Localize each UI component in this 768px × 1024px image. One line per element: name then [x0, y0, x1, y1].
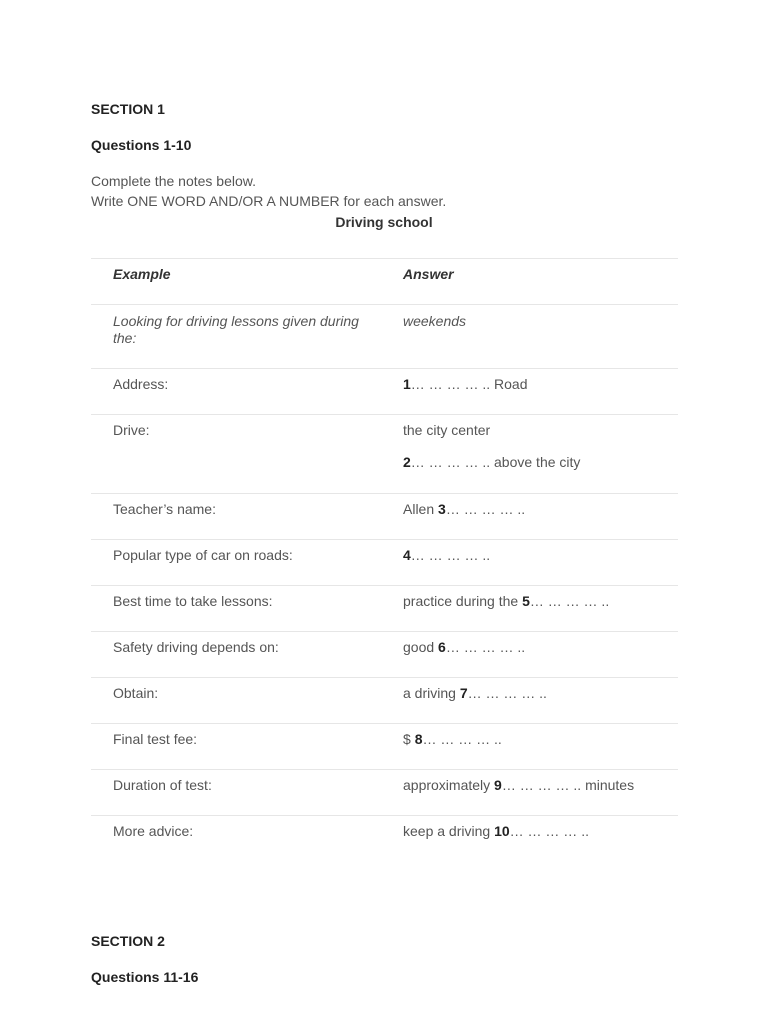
question-number-1: 1	[403, 376, 411, 392]
row-label-obtain: Obtain:	[113, 685, 159, 701]
answer-7: a driving 7… … … … ..	[403, 685, 547, 701]
answer-4: 4… … … … ..	[403, 547, 491, 563]
instruction-complete-notes: Complete the notes below.	[91, 173, 256, 189]
questions-1-10-heading: Questions 1-10	[91, 137, 192, 153]
notes-table	[91, 258, 678, 862]
row-label-drive: Drive:	[113, 422, 150, 438]
instruction-word-limit: Write ONE WORD AND/OR A NUMBER for each answer.	[91, 193, 447, 209]
table-header-row	[91, 259, 678, 305]
section-1-heading: SECTION 1	[91, 101, 165, 117]
answer-10: keep a driving 10… … … … ..	[403, 823, 589, 839]
question-number-6: 6	[438, 639, 446, 655]
table-row	[91, 724, 678, 770]
answer-6: good 6… … … … ..	[403, 639, 526, 655]
row-label-address: Address:	[113, 376, 169, 392]
table-row	[91, 632, 678, 678]
question-number-9: 9	[494, 777, 502, 793]
table-row	[91, 415, 678, 494]
section-2-heading: SECTION 2	[91, 933, 165, 949]
answer-5: practice during the 5… … … … ..	[403, 593, 610, 609]
example-answer: weekends	[403, 313, 467, 329]
drive-line-1: the city center	[403, 422, 491, 438]
row-label-car-type: Popular type of car on roads:	[113, 547, 293, 563]
answer-8: $ 8… … … … ..	[403, 731, 502, 747]
questions-11-16-heading: Questions 11-16	[91, 969, 199, 985]
answer-1: 1… … … … .. Road	[403, 376, 528, 392]
table-row	[91, 494, 678, 540]
row-label-more-advice: More advice:	[113, 823, 194, 839]
example-prompt: Looking for driving lessons given during the:	[113, 313, 359, 346]
header-answer: Answer	[403, 266, 454, 282]
question-number-3: 3	[438, 501, 446, 517]
question-number-4: 4	[403, 547, 411, 563]
table-row	[91, 540, 678, 586]
answer-3: Allen 3… … … … ..	[403, 501, 526, 517]
question-number-7: 7	[459, 685, 468, 701]
question-number-2: 2	[403, 454, 411, 470]
notes-title: Driving school	[335, 214, 433, 230]
row-label-safety: Safety driving depends on:	[113, 639, 279, 655]
question-number-10: 10	[494, 823, 510, 839]
header-example: Example	[113, 266, 171, 282]
row-label-test-fee: Final test fee:	[113, 731, 198, 747]
table-row	[91, 816, 678, 862]
table-row	[91, 770, 678, 816]
table-row	[91, 678, 678, 724]
answer-9: approximately 9… … … … .. minutes	[403, 777, 635, 793]
answer-2: 2… … … … .. above the city	[403, 454, 581, 470]
question-number-8: 8	[414, 731, 423, 747]
table-row	[91, 369, 678, 415]
row-label-duration: Duration of test:	[113, 777, 212, 793]
table-row	[91, 586, 678, 632]
question-number-5: 5	[522, 593, 530, 609]
example-row	[91, 305, 678, 369]
row-label-teacher-name: Teacher’s name:	[113, 501, 216, 517]
row-label-best-time: Best time to take lessons:	[113, 593, 273, 609]
